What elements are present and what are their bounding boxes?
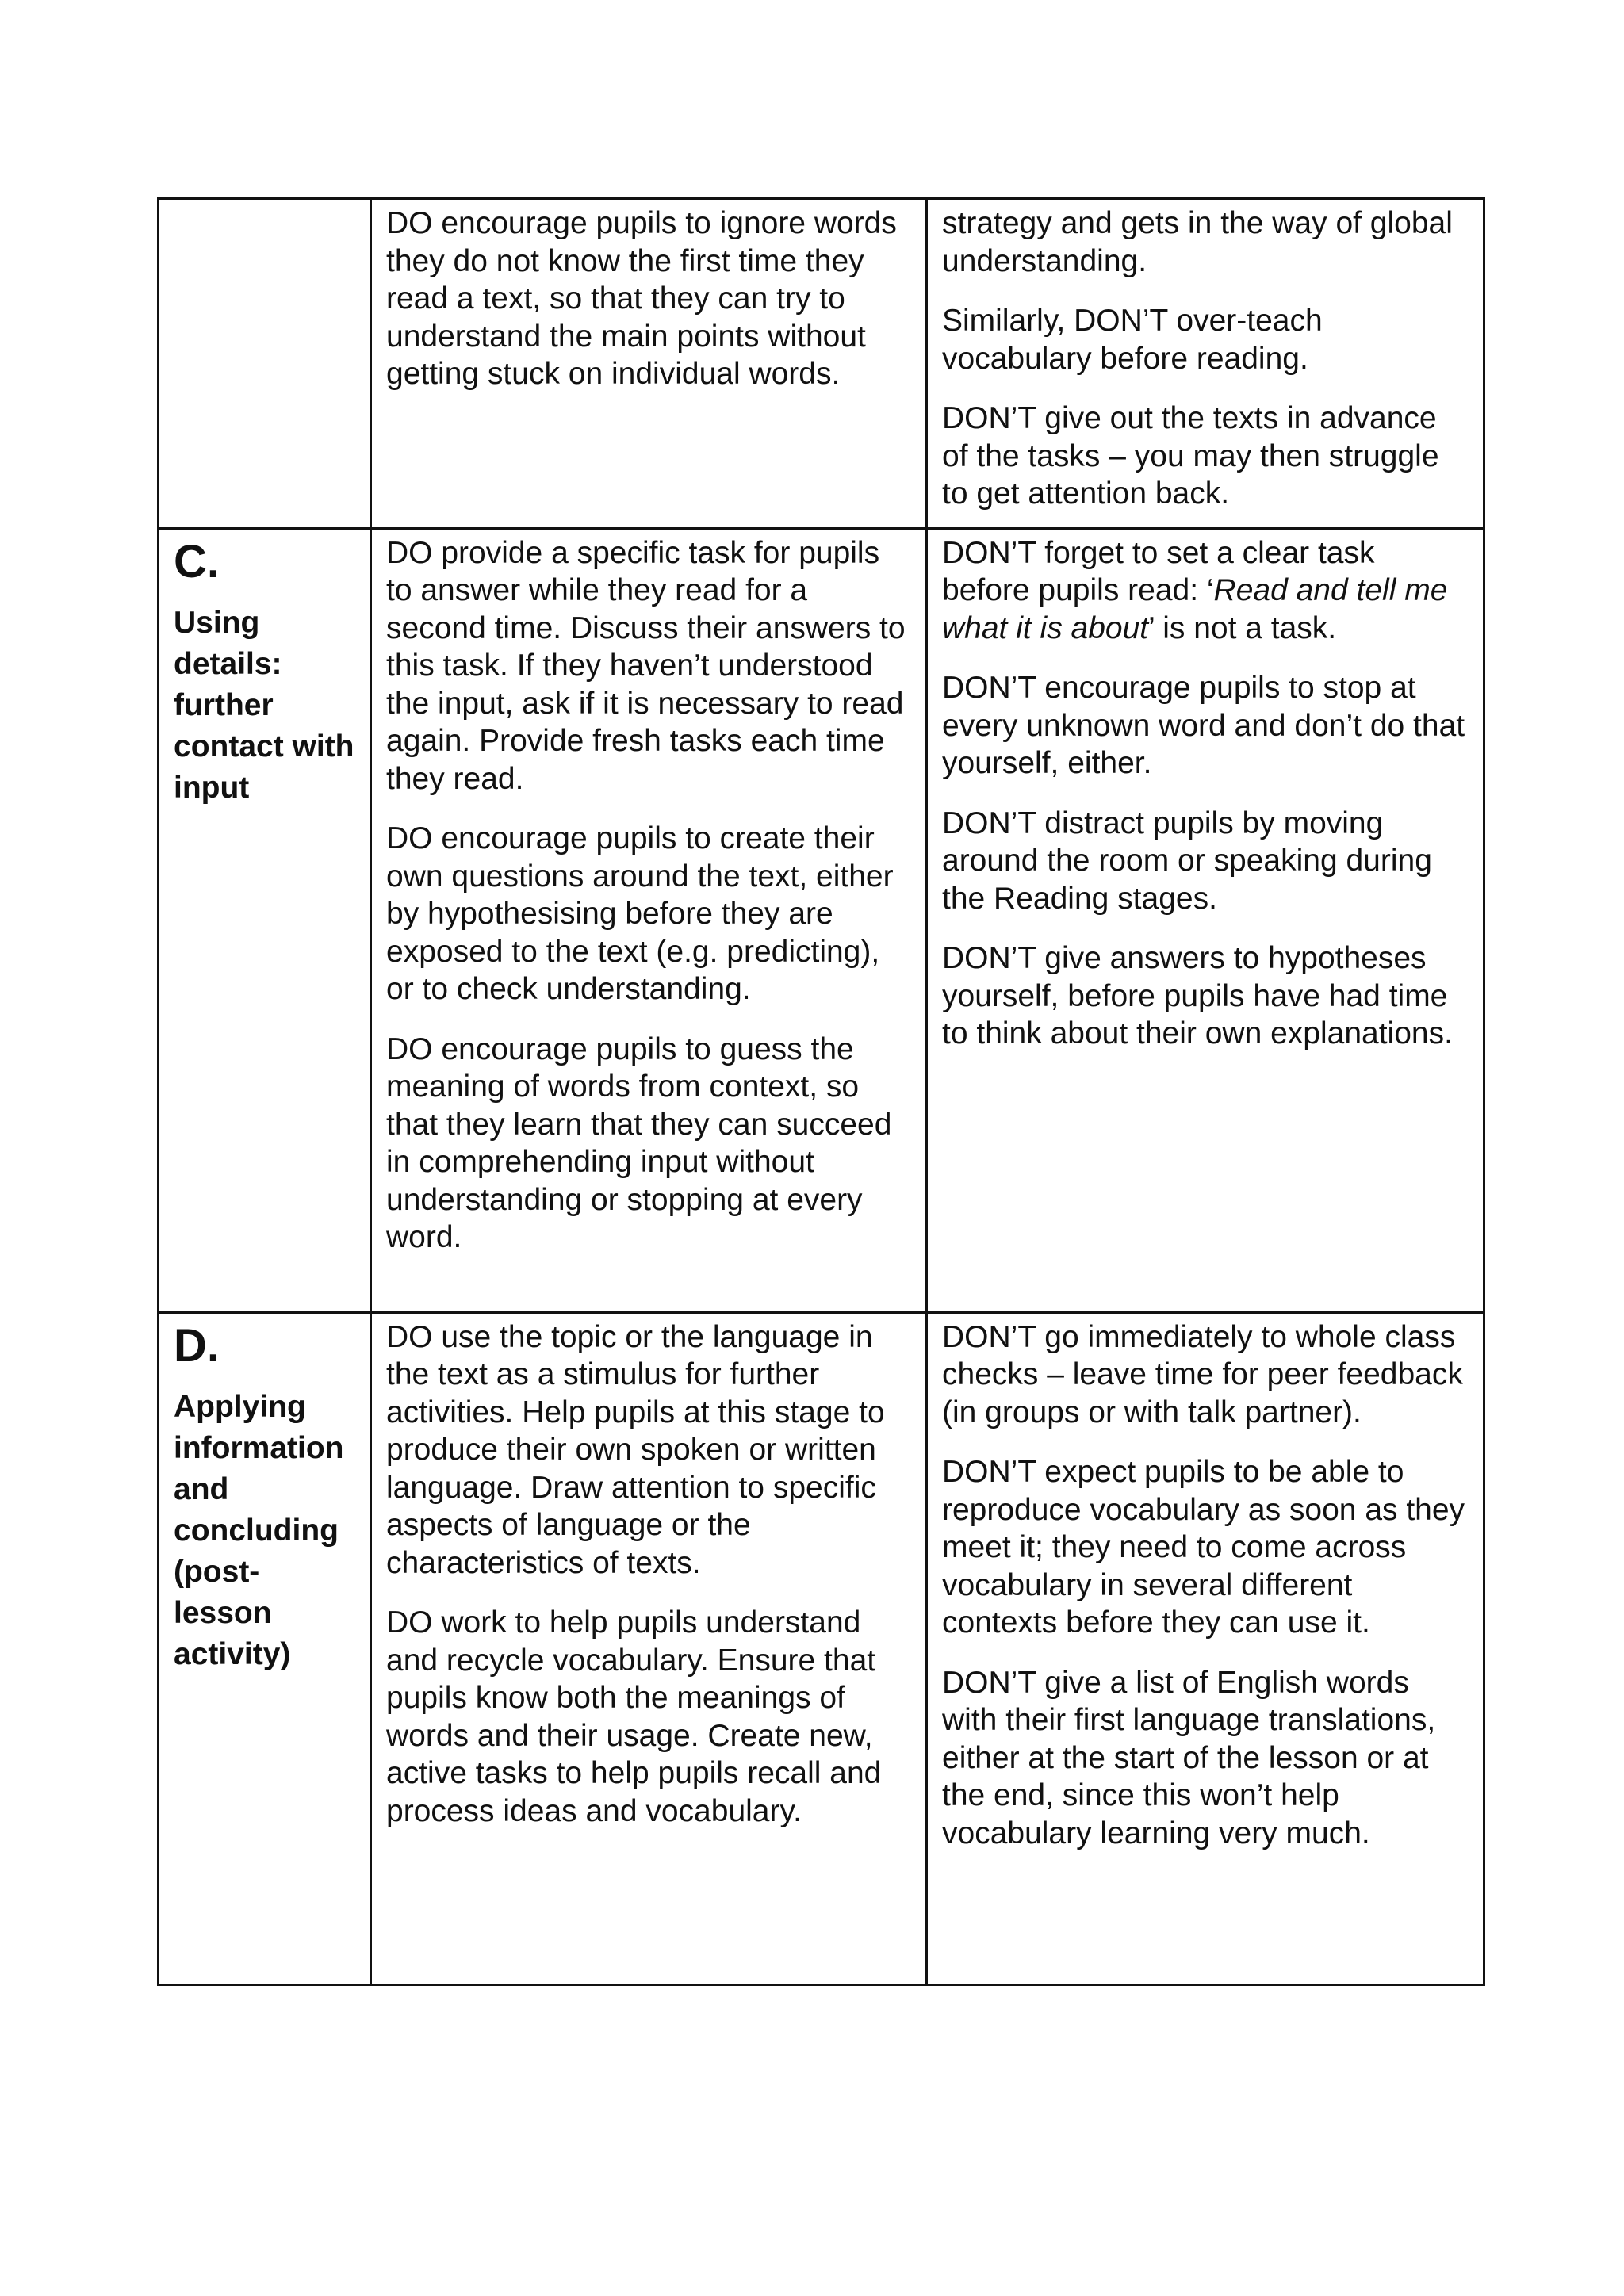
- dont-paragraph: DON’T give answers to hypotheses yourself, before pupils have had time to think about their own explanations.: [942, 941, 1453, 1050]
- dont-paragraph: DON’T give a list of English words with their first language translations, either at the start of the lesson or at the end, since this won’t help vocabulary learning very much.: [942, 1665, 1436, 1850]
- table-row: [159, 1312, 1484, 1984]
- dont-cell: [927, 528, 1484, 1312]
- example-instruction: Read and tell me what it is about: [942, 573, 1448, 645]
- do-cell: [371, 528, 927, 1312]
- dont-text: DON’T forget to set a clear task before pupils read: ‘: [942, 535, 1375, 607]
- dont-paragraph: DON’T go immediately to whole class checks – leave time for peer feedback (in groups or with talk partner).: [942, 1319, 1463, 1429]
- dont-paragraph: strategy and gets in the way of global understanding.: [942, 206, 1453, 278]
- dont-paragraph: [942, 534, 1469, 648]
- do-cell: [371, 1312, 927, 1984]
- stage-letter: C.: [174, 535, 220, 587]
- reading-guidance-table: [157, 197, 1485, 1986]
- do-paragraph: DO use the topic or the language in the text as a stimulus for further activities. Help pupils at this stage to produce their own spoken or written language. Draw attention to specific aspects of language or the characteristics of texts.: [386, 1319, 885, 1580]
- table-row: [159, 199, 1484, 529]
- do-cell: [371, 199, 927, 529]
- dont-text: ’ is not a task.: [1148, 610, 1337, 645]
- dont-paragraph: DON’T encourage pupils to stop at every unknown word and don’t do that yourself, either.: [942, 671, 1465, 780]
- stage-title: Applying information and concluding (post-lesson activity): [174, 1389, 344, 1671]
- dont-paragraph: DON’T expect pupils to be able to reproduce vocabulary as soon as they meet it; they need to come across vocabulary in several different contexts before they can use it.: [942, 1455, 1465, 1640]
- do-paragraph: DO provide a specific task for pupils to answer while they read for a second time. Discuss their answers to this task. If they haven’t understood the input, ask if it is necessary to read again. Provide fresh tasks each time they read.: [386, 535, 906, 796]
- stage-cell: [159, 199, 371, 529]
- stage-cell: [159, 528, 371, 1312]
- dont-cell: [927, 199, 1484, 529]
- stage-cell: [159, 1312, 371, 1984]
- dont-cell: [927, 1312, 1484, 1984]
- dont-paragraph: DON’T give out the texts in advance of the tasks – you may then struggle to get attention back.: [942, 401, 1439, 511]
- do-paragraph: DO encourage pupils to guess the meaning of words from context, so that they learn that they can succeed in comprehending input without understanding or stopping at every word.: [386, 1031, 892, 1254]
- stage-title: Using details: further contact with input: [174, 605, 354, 805]
- do-paragraph: DO encourage pupils to ignore words they do not know the first time they read a text, so that they can try to understand the main points without getting stuck on individual words.: [386, 206, 897, 391]
- do-paragraph: DO encourage pupils to create their own questions around the text, either by hypothesising before they are exposed to the text (e.g. predicting), or to check understanding.: [386, 821, 894, 1006]
- dont-paragraph: DON’T distract pupils by moving around the room or speaking during the Reading stages.: [942, 806, 1432, 916]
- table-row: [159, 528, 1484, 1312]
- stage-letter: D.: [174, 1319, 220, 1372]
- dont-paragraph: Similarly, DON’T over-teach vocabulary before reading.: [942, 304, 1323, 376]
- do-paragraph: DO work to help pupils understand and recycle vocabulary. Ensure that pupils know both the meanings of words and their usage. Create new, active tasks to help pupils recall and process ideas and vocabulary.: [386, 1605, 882, 1828]
